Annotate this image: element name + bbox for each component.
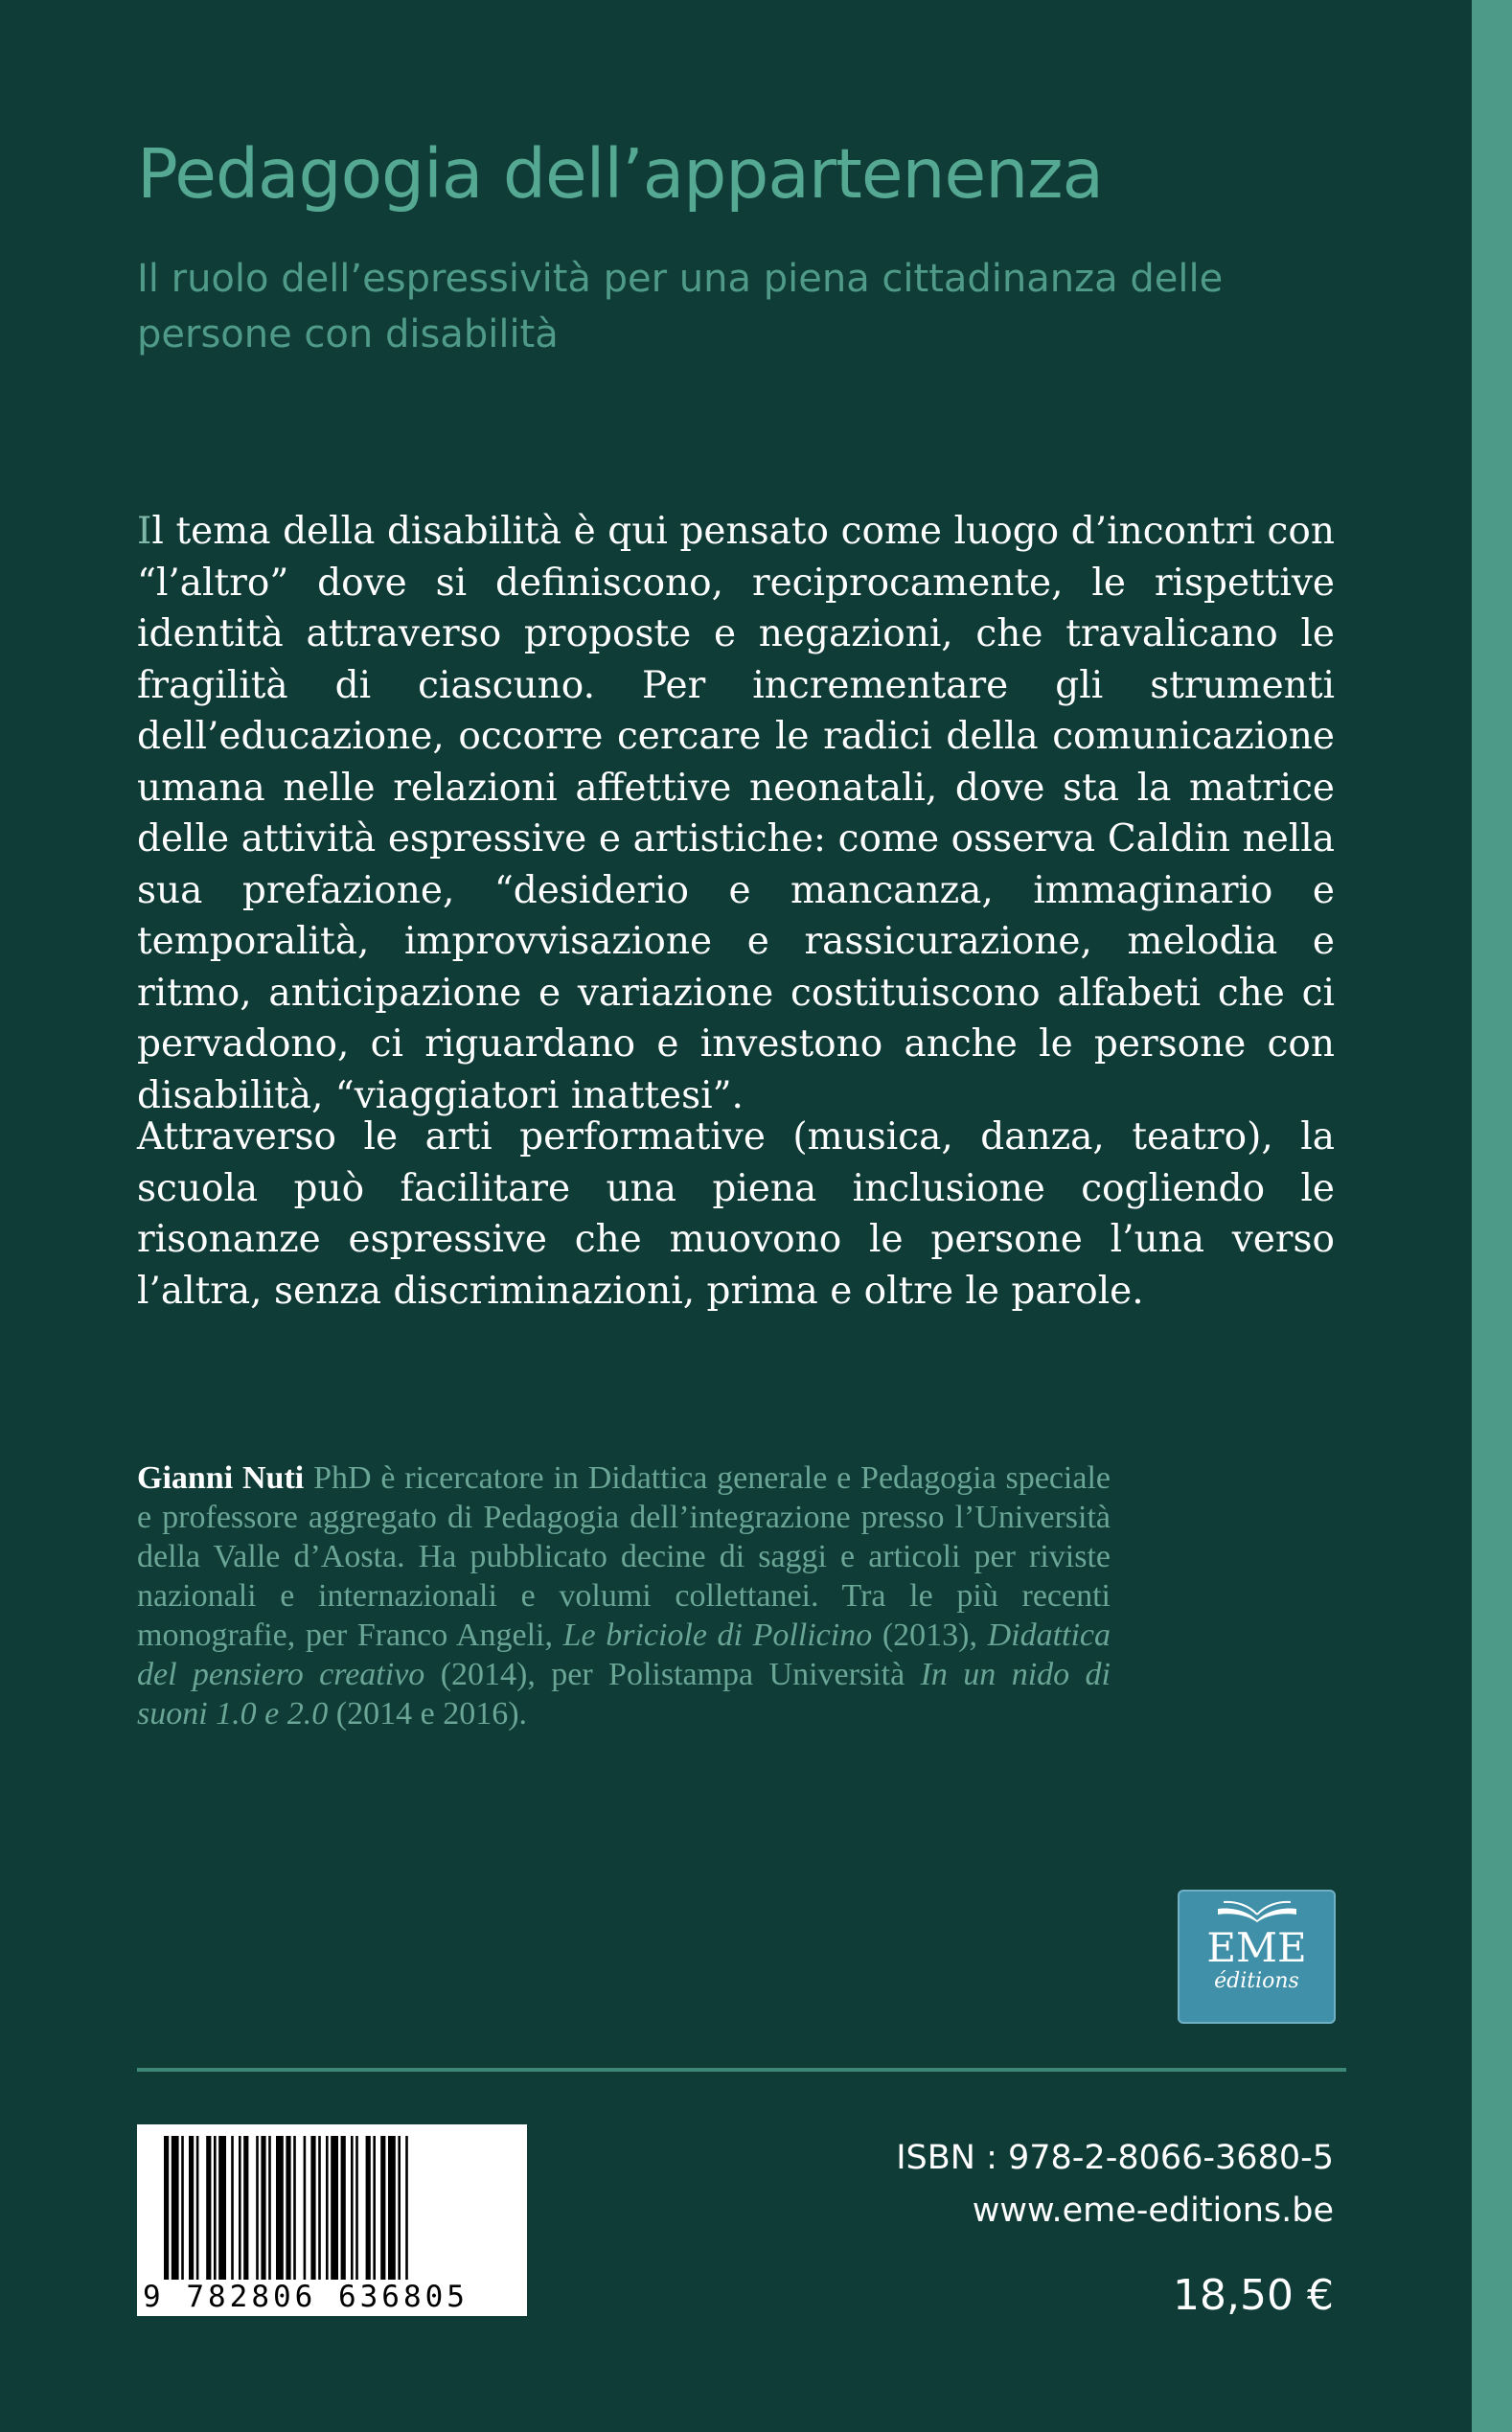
author-work-2: Didattica del pensiero creativo: [137, 1618, 1111, 1692]
open-book-icon: [1214, 1899, 1300, 1924]
barcode-bar: [398, 2136, 401, 2280]
barcode-bar: [331, 2136, 338, 2280]
barcode-bar: [268, 2136, 271, 2280]
barcode-bar: [405, 2136, 408, 2280]
publisher-website: www.eme-editions.be: [972, 2191, 1334, 2230]
author-work-3: In un nido di suoni 1.0 e 2.0: [137, 1657, 1111, 1732]
publisher-logo: [1178, 1890, 1336, 2024]
author-name: Gianni Nuti: [137, 1460, 305, 1496]
blurb-paragraph-1-text: l tema della disabilità è qui pensato come luogo d’incontri con “l’altro” dove si definiscono, reciprocamente, le rispettive identità attraverso proposte e negazioni, che travalicano le fragilità di ciascuno. Per incrementare gli strumenti dell’educazione, occorre cercare le radici della comunicazione umana nelle relazioni affettive neonatali, dove sta la matrice delle attività espressive e artistiche: come osserva Caldin nella sua prefazione, “desiderio e mancanza, immaginario e temporalità, improvvisazione e rassicurazione, melodia e ritmo, anticipazione e variazione costituiscono alfabeti che ci pervadono, ci riguardano e investono anche le persone con disabilità, “viaggiatori inattesi”.: [137, 510, 1335, 1117]
barcode-bar: [388, 2136, 396, 2280]
barcode-bar: [276, 2136, 284, 2280]
isbn-text: ISBN : 978-2-8066-3680-5: [896, 2139, 1334, 2177]
barcode-bar: [261, 2136, 265, 2280]
barcode-bar: [310, 2136, 315, 2280]
author-bio-text-4: (2014 e 2016).: [328, 1696, 528, 1732]
author-bio: [137, 1458, 1111, 1733]
blurb-paragraph-1: [137, 506, 1335, 1121]
isbn-barcode: [137, 2124, 527, 2316]
barcode-bar: [214, 2136, 217, 2280]
author-work-1: Le briciole di Pollicino: [562, 1618, 873, 1653]
footer-divider: [137, 2068, 1346, 2072]
author-bio-text-1: PhD è ricercatore in Didattica generale e Pedagogia speciale e professore aggregato di Pedagogia dell’integrazione presso l’Università della Valle d’Aosta. Ha pubblicato decine di saggi e articoli per riviste nazionali e internazionali e volumi collettanei. Tra le più recenti monografie, per Franco Angeli,: [137, 1460, 1111, 1653]
barcode-bar: [256, 2136, 259, 2280]
book-title: Pedagogia dell’appartenenza: [137, 134, 1104, 214]
drop-cap: I: [137, 510, 152, 553]
barcode-bar: [373, 2136, 376, 2280]
barcode-bar: [239, 2136, 241, 2280]
blurb-paragraph-2: Attraverso le arti performative (musica, danza, teatro), la scuola può facilitare una piena inclusione cogliendo le risonanze espressive che muovono le persone l’una verso l’altra, senza discriminazioni, prima e oltre le parole.: [137, 1115, 1335, 1313]
barcode-bar: [243, 2136, 248, 2280]
barcode-bar: [326, 2136, 329, 2280]
barcode-bar: [351, 2136, 354, 2280]
barcode-bar: [355, 2136, 358, 2280]
barcode-bar: [318, 2136, 321, 2280]
barcode-bars: [164, 2136, 501, 2280]
barcode-bar: [293, 2136, 296, 2280]
barcode-bar: [380, 2136, 385, 2280]
barcode-bar: [172, 2136, 179, 2280]
author-bio-text-2: (2013),: [872, 1618, 988, 1653]
barcode-bar: [231, 2136, 234, 2280]
publisher-logo-subtext: éditions: [1214, 1969, 1299, 1993]
barcode-bar: [181, 2136, 184, 2280]
author-bio-text-3: (2014), per Polistampa Università: [424, 1657, 921, 1692]
barcode-bar: [206, 2136, 211, 2280]
barcode-bar: [304, 2136, 307, 2280]
book-subtitle: Il ruolo dell’espressività per una piena cittadinanza delle persone con disabilità: [137, 257, 1224, 356]
barcode-bar: [366, 2136, 371, 2280]
barcode-bar: [164, 2136, 169, 2280]
publisher-logo-text: EME: [1206, 1924, 1307, 1971]
price: 18,50 €: [1173, 2271, 1334, 2320]
barcode-bar: [218, 2136, 226, 2280]
barcode-bar: [196, 2136, 199, 2280]
barcode-bar: [189, 2136, 194, 2280]
barcode-bar: [341, 2136, 346, 2280]
barcode-number: 9 782806 636805: [143, 2280, 469, 2314]
barcode-bar: [286, 2136, 290, 2280]
spine-strip: [1472, 0, 1512, 2432]
